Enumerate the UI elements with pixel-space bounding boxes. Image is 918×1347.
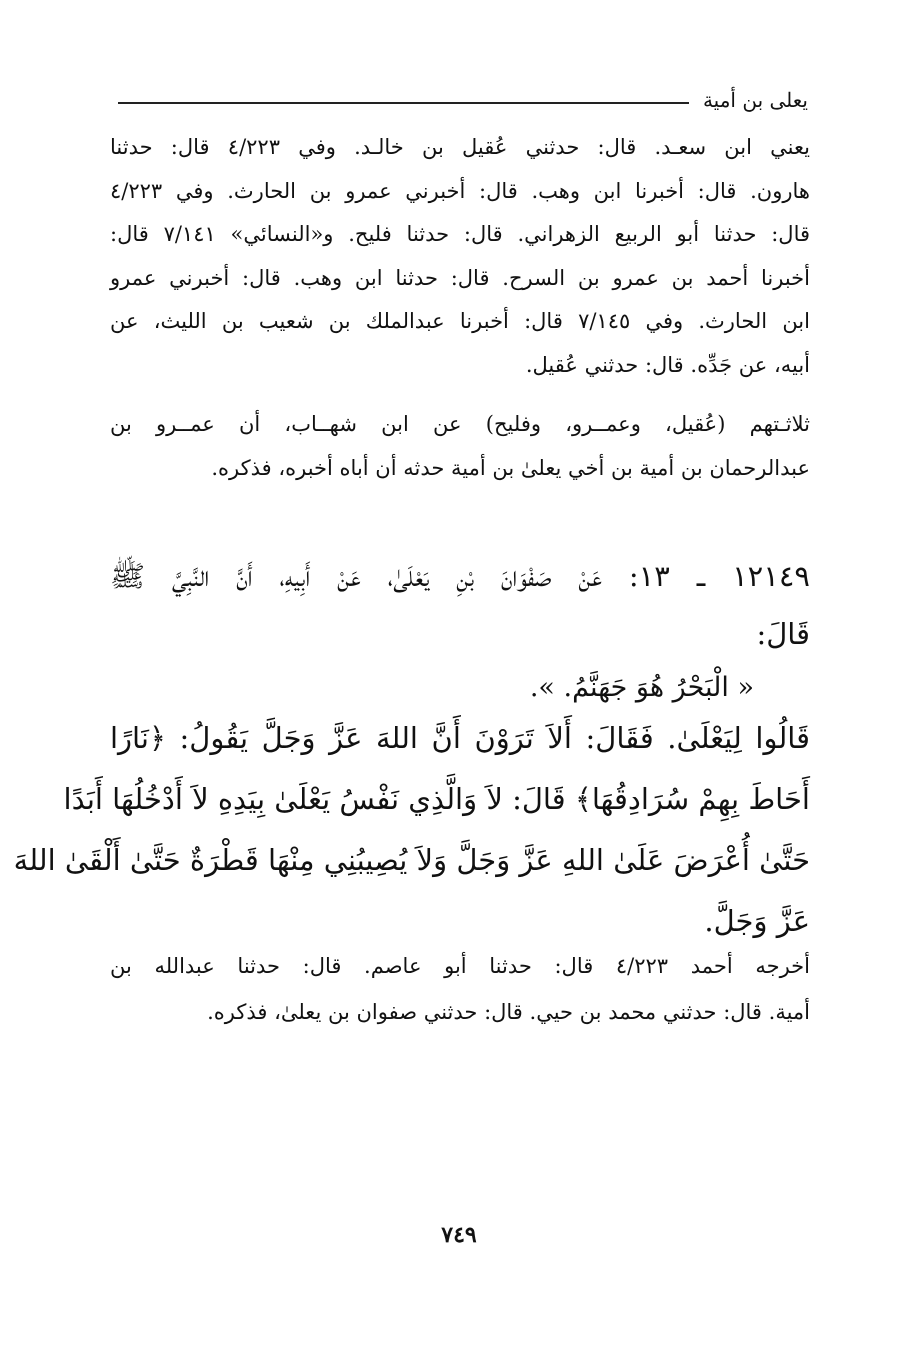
text-line: حَتَّىٰ أُعْرَضَ عَلَىٰ اللهِ عَزَّ وَجَلَّ وَلاَ يُصِيبُنِي مِنْهَا قَطْرَةٌ حَتَّىٰ أَلْقَىٰ اللهَ	[13, 843, 810, 877]
text-line: عَزَّ وَجَلَّ.	[704, 904, 810, 938]
hadith-heading	[110, 547, 810, 663]
text-line: أمية. قال: حدثني محمد بن حيي. قال: حدثني صفوان بن يعلىٰ، فذكره.	[207, 1000, 810, 1024]
page-number: ٧٤٩	[441, 1222, 477, 1248]
text-line: هارون. قال: أخبرنا ابن وهب. قال: أخبرني عمرو بن الحارث. وفي ٤/٢٢٣	[110, 178, 810, 203]
source-paragraph-3	[110, 943, 810, 1035]
text-line: أبيه، عن جَدِّه. قال: حدثني عُقيل.	[525, 352, 810, 377]
text-line: ابن الحارث. وفي ٧/١٤٥ قال: أخبرنا عبدالملك بن شعيب بن الليث، عن	[110, 309, 810, 334]
hadith-continuation	[13, 708, 810, 952]
header-rule	[118, 102, 689, 104]
matn-text: « الْبَحْرُ هُوَ جَهَنَّمُ. ».	[529, 672, 754, 703]
running-header	[118, 82, 808, 118]
text-line: أخرجه أحمد ٤/٢٢٣ قال: حدثنا أبو عاصم. قال: حدثنا عبدالله بن	[110, 954, 810, 978]
text-line: قَالُوا لِيَعْلَىٰ. فَقَالَ: أَلاَ تَرَوْنَ أَنَّ اللهَ عَزَّ وَجَلَّ يَقُولُ: ﴿نَارًا	[110, 721, 810, 755]
text-line: عبدالرحمان بن أمية بن أخي يعلىٰ بن أمية حدثه أن أباه أخبره، فذكره.	[211, 455, 810, 480]
source-paragraph-2	[110, 403, 810, 490]
text-line: قال: حدثنا أبو الربيع الزهراني. قال: حدثنا فليح. و«النسائي» ٧/١٤١ قال:	[110, 222, 810, 247]
text-line: أخبرنا أحمد بن عمرو بن السرح. قال: حدثنا ابن وهب. قال: أخبرني عمرو	[110, 265, 810, 290]
text-line: قَالَ:	[756, 617, 810, 651]
text-line: أَحَاطَ بِهِمْ سُرَادِقُهَا﴾ قَالَ: لاَ وَالَّذِي نَفْسُ يَعْلَىٰ بِيَدِهِ لاَ أَدْخُلُهَا أَبَدًا	[63, 782, 810, 816]
text-line: ثلاثـتهم (عُقيل، وعمــرو، وفليح) عن ابن شهــاب، أن عمــرو بن	[110, 412, 810, 436]
source-paragraph-1	[110, 126, 810, 388]
running-title: يعلى بن أمية	[702, 88, 808, 112]
hadith-number-line: ١٢١٤٩ ـ ١٣: عَنْ صَفْوَانَ بْنِ يَعْلَىٰ، عَنْ أَبِيهِ، أَنَّ النَّبِيَّ ﷺ	[110, 559, 810, 593]
text-line: يعني ابن سعـد. قال: حدثني عُقيل بن خالـد. وفي ٤/٢٢٣ قال: حدثنا	[110, 135, 810, 159]
